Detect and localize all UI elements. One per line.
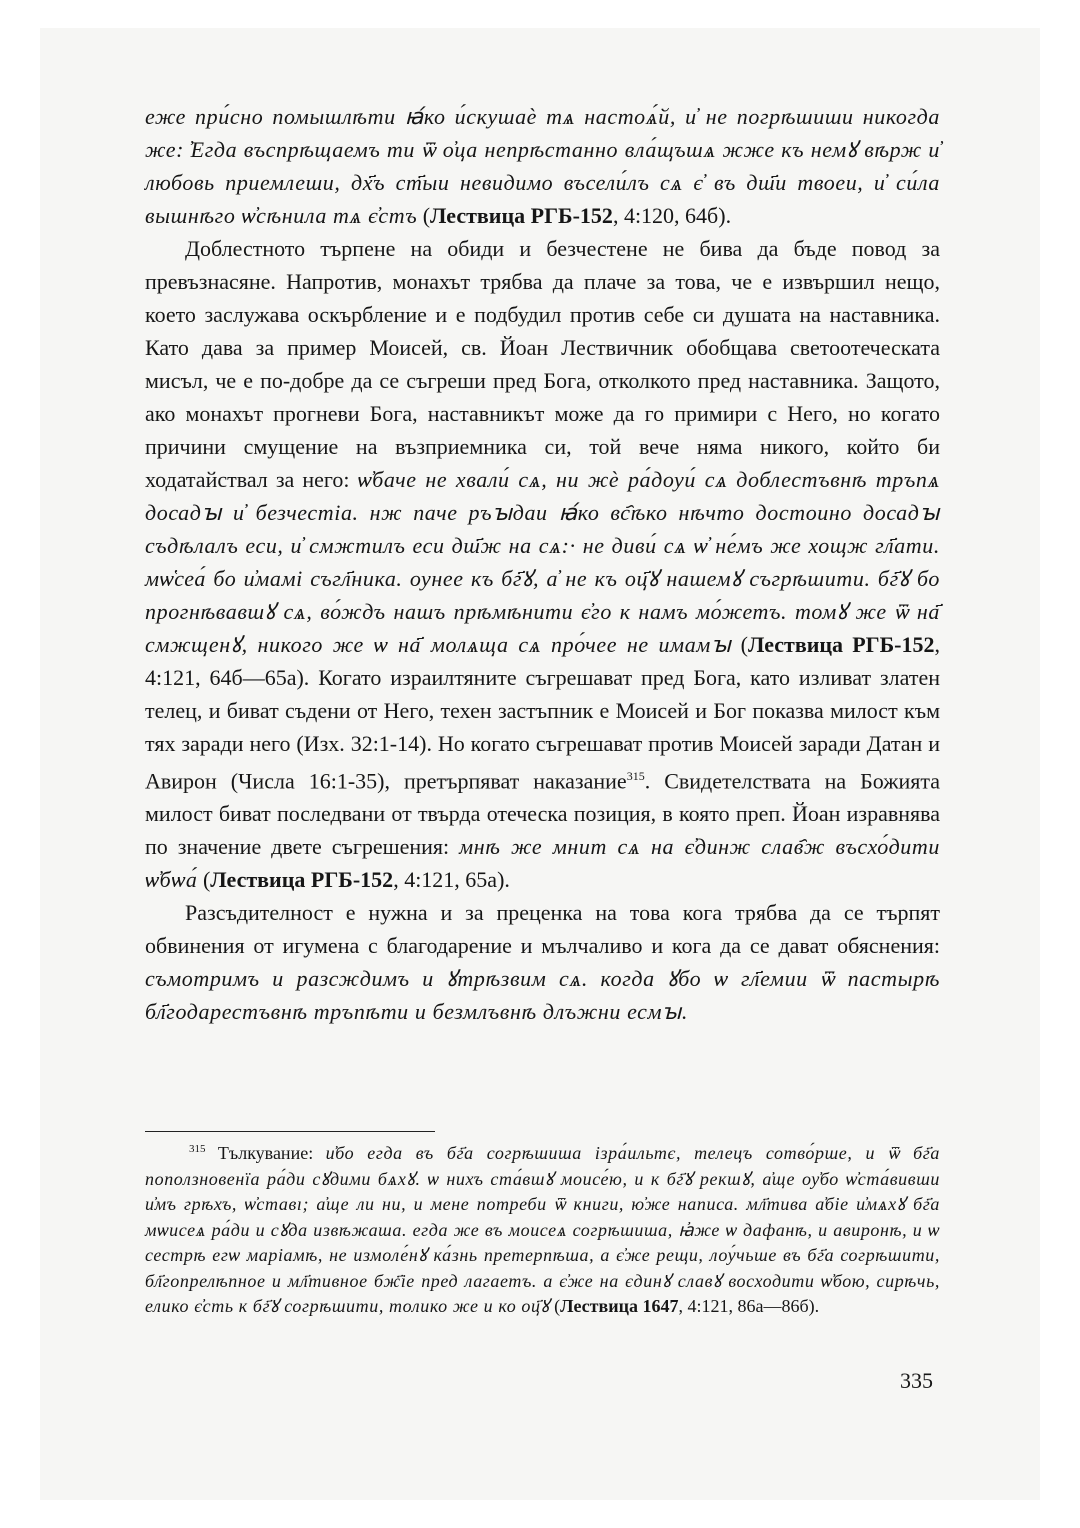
- bulgarian-text: , 4:121, 64б—65а). Когато израилтяните съгрешават пред Бога, като изливат златен телец, и биват съдени от Него, техен застъпник е Моисей и Бог показва милост към тях заради него (Изх. 32:1-14). Но когато съгрешават против Моисей заради Датан и Авирон (Числа 16:1-35), претърпяват наказание: [145, 632, 941, 794]
- citation-source: Лествица РГБ-152: [210, 867, 394, 893]
- citation-detail: , 4:121, 86а—86б).: [678, 1296, 820, 1316]
- church-slavonic-text: съмотримъ и разсждимъ и ꙋтрѣзвим сѧ. когда ꙋбо ѡ гл҃емии ѿ пастырѣ бл҃годарестъвнѣ тръпѣти и безмлъвнѣ длъжни есмꙑ.: [145, 966, 940, 1025]
- citation-source: Лествица 1647: [560, 1296, 679, 1316]
- church-slavonic-text: ѡ҆баче не хвали́ сѧ, ни жѐ ра́доуи́ сѧ доблестъвнѣ тръпѧ досадꙑ и҆ безчестіа. нж паче ръꙑдаи ꙗ́ко вс҄ѣко нѣчто достоино досадꙑ съдѣлалъ еси, и҆ смжтилъ еси дш҃ж на сѧ:· не диви́ сѧ ѡ҆ не́мъ же хощж гл҃ати. мѡ҅сеа́ бо и҆мамі съгл҃ника. оунее къ бг҃ꙋ, а҆ не къ оц҃ꙋ нашемꙋ съгрѣшити. бг҃ꙋ бо прогнѣвавшꙋ сѧ, во́ждъ нашъ прѣмѣнити є҆го к намъ мо́жетъ. томꙋ же ѿ на҃ смжщенꙋ, никого же ѡ на҃ молѧща сѧ про́чее не имамꙑ: [145, 467, 940, 657]
- footnote-label: Тълкувание:: [217, 1143, 314, 1163]
- bulgarian-text: Разсъдителност е нужна и за преценка на това кога трябва да се търпят обвинения от игумена с благодарение и мълчаливо и кога да се дават обяснения:: [145, 900, 940, 959]
- footnote-reference[interactable]: 315: [626, 769, 645, 783]
- bulgarian-text: . Свидетелствата на Божията милост биват последвани от твърда отеческа позиция, в която преп. Йоан изравнява по значение двете съгрешения:: [145, 768, 940, 860]
- citation-source: Лествица РГБ-152: [430, 203, 613, 228]
- footnote-divider: [145, 1131, 435, 1132]
- citation-detail: , 4:120, 64б).: [612, 203, 732, 228]
- church-slavonic-text: и҆бо егда въ бг҃а согрѣшиша ізра́ильтє, телецъ сотво́рше, и ѿ бг҃а поползновенїа ра́ди сꙋдими бѧхꙋ. ѡ нихъ ста́вшꙋ моисе́ю, и к бг҃ꙋ рекшꙋ, а҆ще оу҆бо ѡ҆ста́вивши и҆мъ грѣхъ, ѡ҆ставı; а҆ще ли ни, и мене потреби ѿ книги, ю҆же написа. мл҃тива а҆біе и҆мѧхꙋ бг҃а мѡисеѧ ра́ди и сꙋда извѣжаша. егда же въ моисеѧ согрѣшиша, ꙗ҆же ѡ дафанѣ, и авиронѣ, и ѡ сестрѣ егѡ маріамѣ, не измоле́нꙋ ка́знь претерпѣша, а є҆же рещи, лоу́чьше въ бг҃а согрѣшити, бл҃гопрелѣпное и мл҃тивное бж҃іе пред лагаетъ. а є҆же на єдинꙋ славꙋ восходити ѡ҆бою, сирѣчь, елико є҆сть к бг҃ꙋ согрѣшити, толико же и ко оц҃ꙋ: [145, 1143, 940, 1316]
- bulgarian-text: Доблестното търпене на обиди и безчестене не бива да бъде повод за превъзнасяне. Напротив, монахът трябва да плаче за това, че е извършил нещо, което заслужава оскърбление и е подбудил против себе си душата на наставника. Като дава за пример Моисей, св. Йоан Лествичник обобщава светоотеческата мисъл, че е по-добре да се съгреши пред Бога, отколкото пред наставника. Защото, ако монахът прогневи Бога, наставникът може да го примири с Него, но когато причини смущение на възприемника си, той вече няма никого, който би ходатайствал за него:: [145, 236, 940, 492]
- citation-source: Лествица РГБ-152: [747, 632, 935, 657]
- page-number: 335: [900, 1368, 933, 1393]
- footnote-number: 315: [189, 1143, 206, 1155]
- paragraph-patience: Доблестното търпене на обиди и безчестене не бива да бъде повод за превъзнасяне. Напротив, монахът трябва да плаче за това, че е извършил нещо, което заслужава оскърбление и е подбудил против себе си душата на наставника. Като дава за пример Моисей, св. Йоан Лествичник обобщава светоотеческата мисъл, че е по-добре да се съгреши пред Бога, отколкото пред наставника. Защото, ако монахът прогневи Бога, наставникът може да го примири с Него, но когато причини смущение на възприемника си, той вече няма никого, който би ходатайствал за него: ѡ҆баче не хвали́ сѧ, ни жѐ ра́доуи́ сѧ доблестъвнѣ тръпѧ досадꙑ и҆ безчестіа. нж паче ръꙑдаи ꙗ́ко вс҄ѣко нѣчто достоино досадꙑ съдѣлалъ еси, и҆ смжтилъ еси дш҃ж на сѧ:· не диви́ сѧ ѡ҆ не́мъ же хощж гл҃ати. мѡ҅сеа́ бо и҆мамі съгл҃ника. оунее къ бг҃ꙋ, а҆ не къ оц҃ꙋ нашемꙋ съгрѣшити. бг҃ꙋ бо прогнѣвавшꙋ сѧ, во́ждъ нашъ прѣмѣнити є҆го к намъ мо́жетъ. томꙋ же ѿ на҃ смжщенꙋ, никого же ѡ на҃ молѧща сѧ про́чее не имамꙑ (Лествица РГБ-152, 4:121, 64б—65а). Когато израилтяните съгрешават пред Бога, като изливат златен телец, и биват съдени от Него, техен застъпник е Моисей и Бог показва милост към тях заради него (Изх. 32:1-14). Но когато съгрешават против Моисей заради Датан и Авирон (Числа 16:1-35), претърпяват наказание$^{315}$. Свидетелствата на Божията милост биват последвани от твърда отеческа позиция, в която преп. Йоан изравнява по значение двете съгрешения: мнѣ же мнит сѧ на є҆динж слав҄ж въсхо́дити ѡ҆бѡа́ (Лествица РГБ-152, 4:121, 65а).: [145, 236, 941, 893]
- church-slavonic-text: еже при́сно помышлѣти ꙗ́ко и́скушаѐ тѧ настоѧ́й, и҆ не погрѣшиши никогда же: ̓Егда въспрѣщаемъ ти ѿ о҆ца непрѣстанно вла́щъшѧ жже къ немꙋ вѣрж и҆ любовь приемлеши, дх҃ъ ст҃ыи невидимо въсели́лъ сѧ є҆ въ дш҃и твоеи, и҆ си́ла вышнѣго ѡ҆сѣнила тѧ є҆стъ: [145, 104, 940, 228]
- footnote-315: $^{315}$ Тълкувание: и҆бо егда въ бг҃а согрѣшиша ізра́ильтє, телецъ сотво́рше, и ѿ бг҃а поползновенїа ра́ди сꙋдими бѧхꙋ. ѡ нихъ ста́вшꙋ моисе́ю, и к бг҃ꙋ рекшꙋ, а҆ще оу҆бо ѡ҆ста́вивши и҆мъ грѣхъ, ѡ҆ставı; а҆ще ли ни, и мене потреби ѿ книги, ю҆же написа. мл҃тива а҆біе и҆мѧхꙋ бг҃а мѡисеѧ ра́ди и сꙋда извѣжаша. егда же въ моисеѧ согрѣшиша, ꙗ҆же ѡ дафанѣ, и авиронѣ, и ѡ сестрѣ егѡ маріамѣ, не измоле́нꙋ ка́знь претерпѣша, а є҆же рещи, лоу́чьше въ бг҃а согрѣшити, бл҃гопрелѣпное и мл҃тивное бж҃іе пред лагаетъ. а є҆же на єдинꙋ славꙋ восходити ѡ҆бою, сирѣчь, елико є҆сть к бг҃ꙋ согрѣшити, толико же и ко оц҃ꙋ (Лествица 1647, 4:121, 86а—86б).: [145, 1143, 940, 1316]
- church-slavonic-text: мнѣ же мнит сѧ на є҆динж слав҄ж въсхо́дити ѡ҆бѡа́: [145, 834, 940, 893]
- page-content: [145, 100, 940, 1028]
- paragraph-discernment: [145, 896, 940, 1028]
- citation-detail: , 4:121, 65а).: [393, 867, 510, 893]
- paragraph-church-slavonic-quote: еже при́сно помышлѣти ꙗ́ко и́скушаѐ тѧ настоѧ́й, и҆ не погрѣшиши никогда же: ̓Егда въспрѣщаемъ ти ѿ о҆ца непрѣстанно вла́щъшѧ жже къ немꙋ вѣрж и҆ любовь приемлеши, дх҃ъ ст҃ыи невидимо въсели́лъ сѧ є҆ въ дш҃и твоеи, и҆ си́ла вышнѣго ѡ҆сѣнила тѧ є҆стъ (Лествица РГБ-152, 4:120, 64б).: [145, 104, 940, 228]
